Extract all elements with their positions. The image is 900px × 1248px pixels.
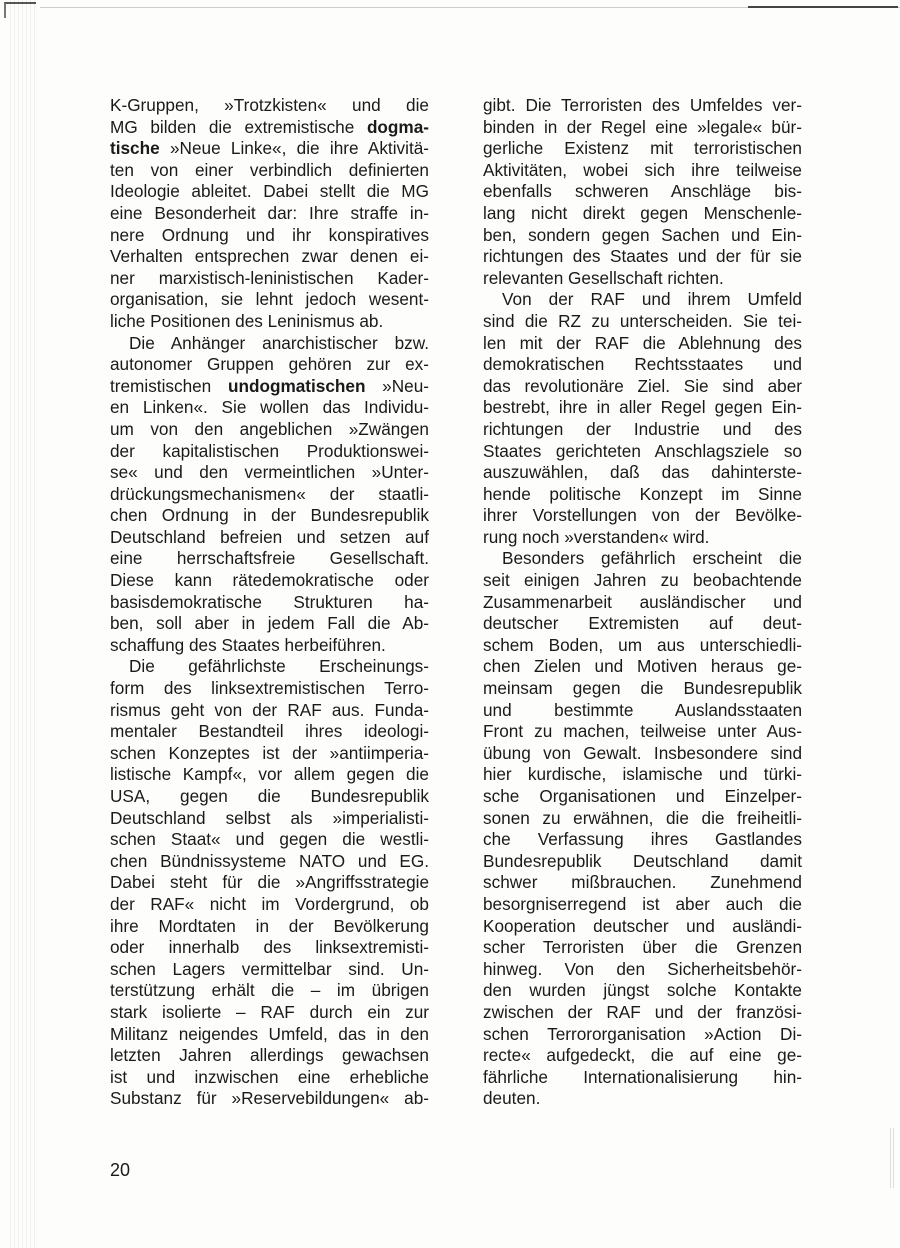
text-run: schen Staat« und gegen die westli- <box>110 829 429 850</box>
text-line <box>110 225 429 247</box>
bold-term: tische <box>110 138 160 159</box>
text-line <box>483 829 802 851</box>
text-run: Verhalten entsprechen zwar denen ei- <box>110 246 429 267</box>
text-run: letzten Jahren allerdings gewachsen <box>110 1045 429 1066</box>
text-run: ebenfalls schweren Anschläge bis- <box>483 181 802 202</box>
text-line <box>483 937 802 959</box>
text-line <box>483 1067 802 1089</box>
text-line <box>483 894 802 916</box>
scan-binding-edge <box>10 0 36 1248</box>
text-line <box>483 397 802 419</box>
text-column-left <box>110 95 429 1110</box>
text-run: schen Konzeptes ist der »antiimperia- <box>110 742 429 763</box>
text-line <box>110 160 429 182</box>
text-run: Die Anhänger anarchistischer bzw. <box>129 332 429 353</box>
text-line <box>483 570 802 592</box>
text-run: lang nicht direkt gegen Menschenle- <box>483 202 802 223</box>
text-line <box>110 289 429 311</box>
text-line <box>483 548 802 570</box>
text-run: len mit der RAF die Ablehnung des <box>483 332 802 353</box>
text-run: Deutschland selbst als »imperialisti- <box>110 807 429 828</box>
text-line <box>110 527 429 549</box>
text-run: MG bilden die extremistische <box>110 116 367 137</box>
text-run: sind die RZ zu unterscheiden. Sie tei- <box>483 310 802 331</box>
bold-term: undogmatischen <box>227 375 366 396</box>
text-run: rung noch »verstanden« wird. <box>483 526 710 547</box>
text-line <box>110 1002 429 1024</box>
text-line <box>110 354 429 376</box>
text-run: übung von Gewalt. Insbesondere sind <box>483 742 802 763</box>
text-run: Deutschland befreien und setzen auf <box>110 526 429 547</box>
scan-corner-mark <box>4 2 36 18</box>
text-line <box>110 441 429 463</box>
text-run: drückungsmechanismen« der staatli- <box>110 483 429 504</box>
text-run: Substanz für »Reservebildungen« ab- <box>110 1088 429 1109</box>
text-run: USA, gegen die Bundesrepublik <box>110 786 429 806</box>
text-run: besorgniserregend ist aber auch die <box>483 893 802 914</box>
text-run: ihre Mordtaten in der Bevölkerung <box>110 915 429 936</box>
text-run: se« und den vermeintlichen »Unter- <box>110 462 429 483</box>
text-line <box>110 786 429 808</box>
text-run: Dabei steht für die »Angriffsstrategie <box>110 872 429 893</box>
text-line <box>110 376 429 398</box>
text-line <box>483 181 802 203</box>
text-run: chen Ordnung in der Bundesrepublik <box>110 505 429 526</box>
text-line <box>483 592 802 614</box>
text-line <box>483 959 802 981</box>
text-run: gerliche Existenz mit terroristischen <box>483 138 802 159</box>
text-run: eine herrschaftsfreie Gesellschaft. <box>110 548 429 569</box>
text-line <box>110 808 429 830</box>
text-run: schaffung des Staates herbeiführen. <box>110 634 386 655</box>
text-run: schem Boden, um aus unterschiedli- <box>483 634 802 655</box>
text-run: sche Organisationen und Einzelper- <box>483 786 802 806</box>
text-run: listische Kampf«, vor allem gegen die <box>110 764 429 785</box>
text-run: seit einigen Jahren zu beobachtende <box>483 570 802 591</box>
text-line <box>110 95 429 117</box>
text-run: recte« aufgedeckt, die auf eine ge- <box>483 1045 802 1066</box>
text-run: rismus geht von der RAF aus. Funda- <box>110 699 429 720</box>
text-line <box>110 1045 429 1067</box>
text-run: en Linken«. Sie wollen das Individu- <box>110 397 429 418</box>
text-run: K-Gruppen, »Trotzkisten« und die <box>110 95 429 115</box>
scan-top-right-mark <box>748 6 898 8</box>
text-line <box>110 570 429 592</box>
text-run: binden in der Regel eine »legale« bür- <box>483 116 802 137</box>
text-line <box>110 894 429 916</box>
text-run: organisation, sie lehnt jedoch wesent- <box>110 289 429 310</box>
text-line <box>483 376 802 398</box>
text-run: stark isolierte – RAF durch ein zur <box>110 1001 429 1022</box>
text-line <box>483 1024 802 1046</box>
text-line <box>110 117 429 139</box>
text-line <box>483 484 802 506</box>
text-run: relevanten Gesellschaft richten. <box>483 267 724 288</box>
text-run: Zusammenarbeit ausländischer und <box>483 591 802 612</box>
text-run: nere Ordnung und ihr konspiratives <box>110 224 429 245</box>
text-line <box>110 1024 429 1046</box>
text-run: chen Zielen und Motiven heraus ge- <box>483 656 802 677</box>
page-number: 20 <box>110 1160 131 1180</box>
text-line <box>110 916 429 938</box>
text-run: terstützung erhält die – im übrigen <box>110 980 429 1001</box>
text-run: chen Bündnissysteme NATO und EG. <box>110 850 429 871</box>
text-run: eine Besonderheit dar: Ihre straffe in- <box>110 202 429 223</box>
text-line <box>483 743 802 765</box>
text-run: schen Lagers vermittelbar sind. Un- <box>110 958 429 979</box>
text-column-right <box>483 95 802 1110</box>
text-line <box>110 311 429 333</box>
text-run: das revolutionäre Ziel. Sie sind aber <box>483 375 802 396</box>
text-run: oder innerhalb des linksextremisti- <box>110 937 429 958</box>
text-run: hinweg. Von den Sicherheitsbehör- <box>483 958 802 979</box>
text-line <box>483 721 802 743</box>
text-line <box>110 548 429 570</box>
text-run: »Neu- <box>365 375 429 396</box>
text-line <box>110 937 429 959</box>
text-line <box>483 268 802 290</box>
text-run: scher Terroristen über die Grenzen <box>483 937 802 958</box>
text-line <box>483 656 802 678</box>
text-line <box>110 592 429 614</box>
text-line <box>483 505 802 527</box>
text-line <box>110 484 429 506</box>
text-run: liche Positionen des Leninismus ab. <box>110 310 384 331</box>
text-line <box>110 980 429 1002</box>
text-run: richtungen der Industrie und des <box>483 418 802 439</box>
text-run: der kapitalistischen Produktionswei- <box>110 440 429 461</box>
text-run: Die gefährlichste Erscheinungs- <box>129 656 429 677</box>
text-run: gibt. Die Terroristen des Umfeldes ver- <box>483 95 802 115</box>
text-line <box>483 872 802 894</box>
text-run: basisdemokratische Strukturen ha- <box>110 591 429 612</box>
text-run: deuten. <box>483 1088 541 1109</box>
text-line <box>110 635 429 657</box>
text-run: Bundesrepublik Deutschland damit <box>483 850 802 871</box>
text-line <box>110 203 429 225</box>
text-line <box>483 203 802 225</box>
bold-term: dogma- <box>366 116 429 137</box>
text-line <box>110 959 429 981</box>
text-line <box>483 333 802 355</box>
text-line <box>110 829 429 851</box>
text-run: der RAF« nicht im Vordergrund, ob <box>110 893 429 914</box>
text-line <box>110 397 429 419</box>
text-run: tremistischen <box>110 375 228 396</box>
text-line <box>483 678 802 700</box>
text-line <box>110 419 429 441</box>
text-line <box>483 764 802 786</box>
text-line <box>483 786 802 808</box>
text-line <box>483 851 802 873</box>
text-run: hier kurdische, islamische und türki- <box>483 764 802 785</box>
text-run: ner marxistisch-leninistischen Kader- <box>110 267 429 288</box>
text-line <box>110 181 429 203</box>
text-run: autonomer Gruppen gehören zur ex- <box>110 354 429 375</box>
text-line <box>483 419 802 441</box>
text-line <box>483 289 802 311</box>
text-line <box>483 1002 802 1024</box>
text-run: Aktivitäten, wobei sich ihre teilweise <box>483 159 802 180</box>
text-line <box>110 462 429 484</box>
text-line <box>110 1067 429 1089</box>
scan-right-edge <box>890 1128 896 1188</box>
text-run: Ideologie ableitet. Dabei stellt die MG <box>110 181 429 202</box>
text-line <box>110 678 429 700</box>
text-run: um von den angeblichen »Zwängen <box>110 418 429 439</box>
text-line <box>110 246 429 268</box>
text-run: che Verfassung ihres Gastlandes <box>483 829 802 850</box>
text-run: auszuwählen, daß das dahinterste- <box>483 462 802 483</box>
text-run: deutscher Extremisten auf deut- <box>483 613 802 634</box>
text-line <box>483 354 802 376</box>
text-line <box>110 613 429 635</box>
text-run: ben, soll aber in jedem Fall die Ab- <box>110 613 429 634</box>
text-run: Diese kann rätedemokratische oder <box>110 570 429 591</box>
text-run: Staates gerichteten Anschlagsziele so <box>483 440 802 461</box>
text-run: richtungen des Staates und der für sie <box>483 246 802 267</box>
text-run: Kooperation deutscher und ausländi- <box>483 915 802 936</box>
text-run: schwer mißbrauchen. Zunehmend <box>483 872 802 893</box>
text-line <box>483 916 802 938</box>
text-run: form des linksextremistischen Terro- <box>110 678 429 699</box>
text-line <box>110 700 429 722</box>
text-run: ten von einer verbindlich definierten <box>110 159 429 180</box>
text-run: ihrer Vorstellungen von der Bevölke- <box>483 505 802 526</box>
text-line <box>483 1045 802 1067</box>
text-run: den wurden jüngst solche Kontakte <box>483 980 802 1001</box>
text-run: sonen zu erwähnen, die die freiheitli- <box>483 807 802 828</box>
text-run: Von der RAF und ihrem Umfeld <box>502 289 802 310</box>
text-run: Besonders gefährlich erscheint die <box>502 548 802 569</box>
text-line <box>483 462 802 484</box>
text-line <box>483 1088 802 1110</box>
text-line <box>110 656 429 678</box>
text-line <box>110 333 429 355</box>
text-run: meinsam gegen die Bundesrepublik <box>483 678 802 699</box>
text-run: demokratischen Rechtsstaates und <box>483 354 802 375</box>
text-run: ben, sondern gegen Sachen und Ein- <box>483 224 802 245</box>
text-line <box>483 635 802 657</box>
text-line <box>110 268 429 290</box>
text-line <box>483 138 802 160</box>
text-run: schen Terrororganisation »Action Di- <box>483 1023 802 1044</box>
text-line <box>483 311 802 333</box>
text-line <box>483 808 802 830</box>
text-line <box>110 138 429 160</box>
text-line <box>110 872 429 894</box>
text-run: bestrebt, ihre in aller Regel gegen Ein- <box>483 397 802 418</box>
text-line <box>483 613 802 635</box>
text-line <box>483 527 802 549</box>
text-run: und bestimmte Auslandsstaaten <box>483 699 802 720</box>
text-line <box>483 225 802 247</box>
text-line <box>483 160 802 182</box>
text-line <box>483 246 802 268</box>
text-run: Front zu machen, teilweise unter Aus- <box>483 721 802 742</box>
text-line <box>483 441 802 463</box>
text-run: hende politische Konzept im Sinne <box>483 483 802 504</box>
text-line <box>110 721 429 743</box>
text-line <box>483 700 802 722</box>
text-line <box>110 764 429 786</box>
text-run: fährliche Internationalisierung hin- <box>483 1066 802 1087</box>
text-line <box>483 980 802 1002</box>
text-run: zwischen der RAF und der französi- <box>483 1001 802 1022</box>
text-run: mentaler Bestandteil ihres ideologi- <box>110 721 429 742</box>
text-run: ist und inzwischen eine erhebliche <box>110 1066 429 1087</box>
text-run: Militanz neigendes Umfeld, das in den <box>110 1023 429 1044</box>
text-line <box>483 95 802 117</box>
text-line <box>110 743 429 765</box>
text-line <box>110 851 429 873</box>
text-line <box>110 505 429 527</box>
text-run: »Neue Linke«, die ihre Aktivitä- <box>159 138 429 159</box>
text-line <box>483 117 802 139</box>
text-line <box>110 1088 429 1110</box>
